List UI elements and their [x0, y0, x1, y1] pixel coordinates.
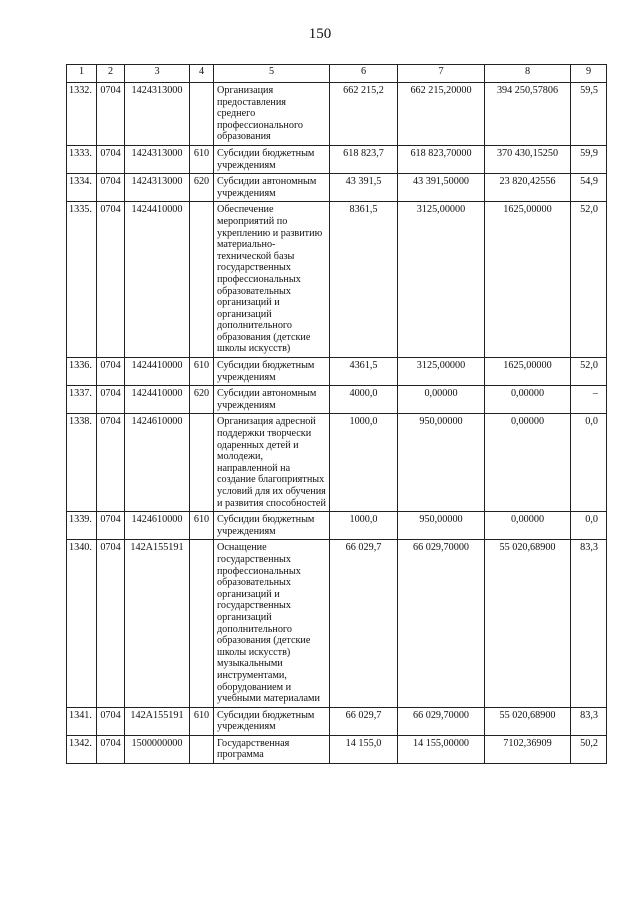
target-article-cell: 1500000000: [125, 735, 190, 763]
expense-type-cell: 610: [190, 145, 214, 173]
expense-type-cell: 610: [190, 707, 214, 735]
expense-type-cell: 610: [190, 358, 214, 386]
target-article-cell: 1424313000: [125, 83, 190, 146]
percent-cell: 83,3: [571, 540, 607, 707]
amount-cell: 950,00000: [398, 414, 485, 512]
percent-cell: 52,0: [571, 202, 607, 358]
expense-type-cell: [190, 540, 214, 707]
expense-type-cell: [190, 83, 214, 146]
description-cell: Организация адресной поддержки творчески одаренных детей и молодежи, направленной на создание благоприятных условий для их обучения и развития способностей: [214, 414, 330, 512]
percent-cell: –: [571, 386, 607, 414]
header-cell: 6: [330, 65, 398, 83]
row-number-cell: 1334.: [67, 174, 97, 202]
amount-cell: 55 020,68900: [485, 707, 571, 735]
target-article-cell: 1424610000: [125, 414, 190, 512]
target-article-cell: 1424313000: [125, 174, 190, 202]
table-row: [67, 358, 607, 386]
target-article-cell: 1424610000: [125, 512, 190, 540]
section-code-cell: 0704: [97, 512, 125, 540]
expense-type-cell: 620: [190, 174, 214, 202]
section-code-cell: 0704: [97, 707, 125, 735]
row-number-cell: 1336.: [67, 358, 97, 386]
section-code-cell: 0704: [97, 174, 125, 202]
row-number-cell: 1342.: [67, 735, 97, 763]
percent-cell: 59,9: [571, 145, 607, 173]
section-code-cell: 0704: [97, 202, 125, 358]
budget-table: [66, 64, 607, 764]
table-row: [67, 202, 607, 358]
row-number-cell: 1338.: [67, 414, 97, 512]
row-number-cell: 1339.: [67, 512, 97, 540]
percent-cell: 54,9: [571, 174, 607, 202]
table-row: [67, 540, 607, 707]
expense-type-cell: [190, 414, 214, 512]
header-cell: 8: [485, 65, 571, 83]
description-cell: Субсидии бюджетным учреждениям: [214, 145, 330, 173]
amount-cell: 7102,36909: [485, 735, 571, 763]
expense-type-cell: [190, 735, 214, 763]
header-cell: 7: [398, 65, 485, 83]
target-article-cell: 1424410000: [125, 358, 190, 386]
table-row: [67, 145, 607, 173]
amount-cell: 394 250,57806: [485, 83, 571, 146]
row-number-cell: 1340.: [67, 540, 97, 707]
percent-cell: 83,3: [571, 707, 607, 735]
target-article-cell: 1424410000: [125, 386, 190, 414]
table-row: [67, 512, 607, 540]
amount-cell: 66 029,70000: [398, 707, 485, 735]
amount-cell: 0,00000: [485, 512, 571, 540]
row-number-cell: 1332.: [67, 83, 97, 146]
amount-cell: 1000,0: [330, 414, 398, 512]
amount-cell: 370 430,15250: [485, 145, 571, 173]
header-row: [67, 65, 607, 83]
description-cell: Оснащение государственных профессиональных образовательных организаций и государственных организаций дополнительного образования (детские школы искусств) музыкальными инструментами, оборудованием и учебными материалами: [214, 540, 330, 707]
amount-cell: 0,00000: [485, 414, 571, 512]
amount-cell: 23 820,42556: [485, 174, 571, 202]
row-number-cell: 1341.: [67, 707, 97, 735]
target-article-cell: 142A155191: [125, 540, 190, 707]
section-code-cell: 0704: [97, 83, 125, 146]
percent-cell: 59,5: [571, 83, 607, 146]
percent-cell: 0,0: [571, 414, 607, 512]
percent-cell: 52,0: [571, 358, 607, 386]
section-code-cell: 0704: [97, 735, 125, 763]
amount-cell: 662 215,2: [330, 83, 398, 146]
table-row: [67, 386, 607, 414]
header-cell: 2: [97, 65, 125, 83]
amount-cell: 43 391,50000: [398, 174, 485, 202]
description-cell: Обеспечение мероприятий по укреплению и развитию материально-технической базы государственных профессиональных образовательных организаций и организаций дополнительного образования (детские школы искусств): [214, 202, 330, 358]
expense-type-cell: 610: [190, 512, 214, 540]
amount-cell: 3125,00000: [398, 202, 485, 358]
header-cell: 3: [125, 65, 190, 83]
row-number-cell: 1333.: [67, 145, 97, 173]
percent-cell: 50,2: [571, 735, 607, 763]
description-cell: Субсидии бюджетным учреждениям: [214, 707, 330, 735]
description-cell: Государственная программа: [214, 735, 330, 763]
page-number: 150: [308, 26, 332, 42]
amount-cell: 1625,00000: [485, 358, 571, 386]
description-cell: Субсидии автономным учреждениям: [214, 386, 330, 414]
amount-cell: 66 029,7: [330, 707, 398, 735]
expense-type-cell: 620: [190, 386, 214, 414]
percent-cell: 0,0: [571, 512, 607, 540]
section-code-cell: 0704: [97, 414, 125, 512]
target-article-cell: 1424313000: [125, 145, 190, 173]
amount-cell: 662 215,20000: [398, 83, 485, 146]
amount-cell: 1000,0: [330, 512, 398, 540]
amount-cell: 3125,00000: [398, 358, 485, 386]
amount-cell: 0,00000: [398, 386, 485, 414]
description-cell: Организация предоставления среднего профессионального образования: [214, 83, 330, 146]
section-code-cell: 0704: [97, 540, 125, 707]
section-code-cell: 0704: [97, 358, 125, 386]
table-row: [67, 174, 607, 202]
row-number-cell: 1337.: [67, 386, 97, 414]
amount-cell: 14 155,00000: [398, 735, 485, 763]
description-cell: Субсидии автономным учреждениям: [214, 174, 330, 202]
table-row: [67, 414, 607, 512]
amount-cell: 618 823,7: [330, 145, 398, 173]
header-cell: 1: [67, 65, 97, 83]
amount-cell: 66 029,7: [330, 540, 398, 707]
expense-type-cell: [190, 202, 214, 358]
amount-cell: 950,00000: [398, 512, 485, 540]
section-code-cell: 0704: [97, 145, 125, 173]
description-cell: Субсидии бюджетным учреждениям: [214, 512, 330, 540]
target-article-cell: 142A155191: [125, 707, 190, 735]
amount-cell: 66 029,70000: [398, 540, 485, 707]
amount-cell: 618 823,70000: [398, 145, 485, 173]
header-cell: 9: [571, 65, 607, 83]
amount-cell: 4361,5: [330, 358, 398, 386]
header-cell: 5: [214, 65, 330, 83]
table-row: [67, 83, 607, 146]
amount-cell: 55 020,68900: [485, 540, 571, 707]
amount-cell: 43 391,5: [330, 174, 398, 202]
section-code-cell: 0704: [97, 386, 125, 414]
row-number-cell: 1335.: [67, 202, 97, 358]
table-row: [67, 735, 607, 763]
target-article-cell: 1424410000: [125, 202, 190, 358]
amount-cell: 1625,00000: [485, 202, 571, 358]
amount-cell: 8361,5: [330, 202, 398, 358]
amount-cell: 14 155,0: [330, 735, 398, 763]
table-row: [67, 707, 607, 735]
description-cell: Субсидии бюджетным учреждениям: [214, 358, 330, 386]
header-cell: 4: [190, 65, 214, 83]
amount-cell: 0,00000: [485, 386, 571, 414]
amount-cell: 4000,0: [330, 386, 398, 414]
